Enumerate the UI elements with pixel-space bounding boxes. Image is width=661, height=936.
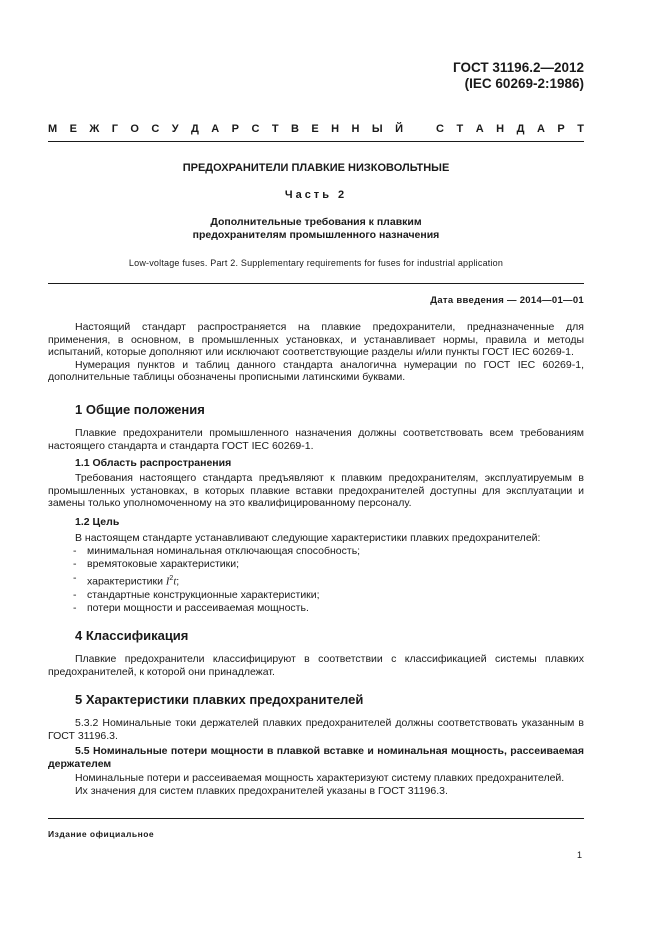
list-item: - минимальная номинальная отключающая способность; bbox=[73, 545, 361, 557]
footer-rule bbox=[48, 818, 584, 819]
standard-designation bbox=[453, 60, 584, 92]
heading-letter: В bbox=[290, 123, 299, 135]
i2t-time: t bbox=[173, 576, 177, 588]
clause-5-3-2: 5.3.2 Номинальные токи держателей плавких предохранителей должны соответствовать указанным в ГОСТ 31196.3. bbox=[48, 717, 584, 742]
section-4-text bbox=[48, 653, 584, 678]
clause-5-5-paragraph-1: Номинальные потери и рассеиваемая мощность характеризуют систему плавких предохранителей. bbox=[75, 772, 565, 784]
subsection-1-2-text bbox=[48, 532, 584, 545]
section-5-heading: 5 Характеристики плавких предохранителей bbox=[75, 692, 364, 707]
subtitle-line-1: Дополнительные требования к плавким bbox=[210, 216, 422, 228]
heading-letter: Т bbox=[577, 123, 584, 135]
top-rule bbox=[48, 141, 584, 142]
intro-text bbox=[48, 321, 584, 384]
heading-letter: С bbox=[251, 123, 260, 135]
heading-letter: Е bbox=[69, 123, 77, 135]
heading-letter: Т bbox=[271, 123, 279, 135]
heading-letter: Т bbox=[456, 123, 464, 135]
heading-letter: Ж bbox=[89, 123, 100, 135]
document-title: ПРЕДОХРАНИТЕЛИ ПЛАВКИЕ НИЗКОВОЛЬТНЫЕ bbox=[182, 162, 450, 174]
heading-letter: С bbox=[151, 123, 160, 135]
intro-paragraph-1: Настоящий стандарт распространяется на плавкие предохранители, предназначенные для применения, в основном, в промышленных установках, и устанавливает нормы, правила и методы испытаний, которые дополняют или исключают соответствующие разделы и/или пункты ГОСТ IEC 60269-1. bbox=[48, 321, 584, 359]
characteristics-list bbox=[73, 545, 584, 616]
list-item: - времятоковые характеристики; bbox=[73, 558, 240, 571]
heading-letter: М bbox=[48, 123, 58, 135]
intro-paragraph-2: Нумерация пунктов и таблиц данного стандарта аналогична нумерации по ГОСТ IEC 60269-1, дополнительные таблицы обозначены прописными латинскими буквами. bbox=[48, 358, 584, 384]
section-1-heading: 1 Общие положения bbox=[75, 402, 205, 417]
heading-letter: А bbox=[536, 123, 545, 135]
heading-letter: Н bbox=[496, 123, 505, 135]
heading-letter: Д bbox=[516, 123, 525, 135]
subtitle-line-2: предохранителям промышленного назначения bbox=[192, 229, 440, 241]
i2t-superscript: 2 bbox=[169, 574, 174, 582]
section-5-text-b bbox=[48, 772, 584, 797]
heading-letter: А bbox=[211, 123, 220, 135]
interstate-standard-heading bbox=[48, 122, 584, 136]
standard-number: ГОСТ 31196.2—2012 bbox=[453, 60, 584, 75]
part-label: Часть 2 bbox=[284, 189, 348, 201]
section-1-text bbox=[48, 427, 584, 452]
interstate-word bbox=[48, 122, 403, 136]
title-rule bbox=[48, 283, 584, 284]
heading-letter: Н bbox=[331, 123, 340, 135]
subsection-1-2-paragraph: В настоящем стандарте устанавливают следующие характеристики плавких предохранителей: bbox=[75, 532, 541, 544]
list-item: - стандартные конструкционные характеристики; bbox=[73, 588, 320, 601]
introduction-date: Дата введения — 2014—01—01 bbox=[430, 295, 584, 306]
official-edition-label: Издание официальное bbox=[48, 829, 155, 839]
list-item: - потери мощности и рассеиваемая мощность. bbox=[73, 602, 309, 615]
iec-number: (IEC 60269-2:1986) bbox=[464, 76, 584, 91]
section-5-text-a bbox=[48, 717, 584, 742]
subsection-1-1-heading: 1.1 Область распространения bbox=[75, 457, 232, 469]
subsection-1-1-text bbox=[48, 472, 584, 510]
subsection-1-2-heading: 1.2 Цель bbox=[75, 516, 120, 528]
heading-letter: Р bbox=[557, 123, 565, 135]
i2t-symbol: I bbox=[165, 576, 170, 588]
heading-letter: Н bbox=[351, 123, 360, 135]
heading-letter: У bbox=[171, 123, 179, 135]
section-4-heading: 4 Классификация bbox=[75, 628, 189, 643]
heading-letter: Р bbox=[231, 123, 240, 135]
standard-word bbox=[436, 122, 584, 136]
heading-letter: Г bbox=[111, 123, 118, 135]
heading-letter: О bbox=[130, 123, 139, 135]
english-title: Low-voltage fuses. Part 2. Supplementary requirements for fuses for industrial application bbox=[128, 258, 504, 268]
heading-letter: А bbox=[475, 123, 484, 135]
clause-5-5-heading: 5.5 Номинальные потери мощности в плавкой вставке и номинальная мощность, рассеиваемая держателем bbox=[48, 745, 584, 770]
section-4-paragraph: Плавкие предохранители классифицируют в соответствии с классификацией системы плавких предохранителей, к которой они принадлежат. bbox=[48, 653, 584, 678]
subsection-1-1-paragraph: Требования настоящего стандарта предъявляют к плавким предохранителям, эксплуатируемым в промышленных установках, в которых плавкие вставки предохранителей доступны для эксплуатации и замены только уполномоченному на это квалифицированному персоналу. bbox=[48, 472, 584, 510]
heading-letter: С bbox=[436, 123, 444, 135]
document-subtitle bbox=[48, 216, 584, 242]
heading-letter: Д bbox=[191, 123, 199, 135]
section-1-paragraph: Плавкие предохранители промышленного назначения должны соответствовать всем требованиям настоящего стандарта и стандарта ГОСТ IEC 60269-1. bbox=[48, 427, 584, 452]
heading-letter: Й bbox=[395, 123, 403, 135]
clause-5-5-paragraph-2: Их значения для систем плавких предохранителей указаны в ГОСТ 31196.3. bbox=[75, 784, 448, 797]
heading-letter: Е bbox=[311, 123, 319, 135]
list-item: - характеристики $I^2t$; bbox=[73, 571, 180, 588]
page-number: 1 bbox=[576, 850, 582, 860]
heading-letter: Ы bbox=[371, 123, 383, 135]
